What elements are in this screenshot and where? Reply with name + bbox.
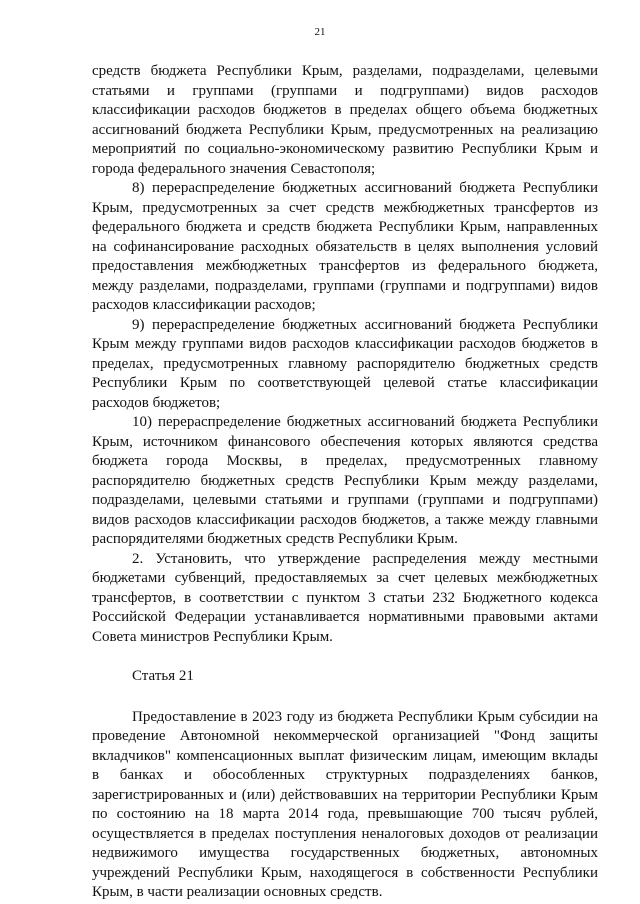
- paragraph-item-8: 8) перераспределение бюджетных ассигнований бюджета Республики Крым, предусмотренных за счет средств межбюджетных трансфертов из федерального бюджета и средств бюджета Республики Крым, направленных на софинансирование расходных обязательств в целях выполнения условий предоставления межбюджетных трансфертов из федерального бюджета, между разделами, подразделами, группами (группами и подгруппами) видов расходов классификации расходов;: [92, 180, 598, 313]
- document-body: [92, 62, 598, 903]
- article-heading: Статья 21: [132, 668, 194, 684]
- paragraph-point-2: 2. Установить, что утверждение распределения между местными бюджетами субвенций, предоставляемых за счет целевых межбюджетных трансфертов, в соответствии с пунктом 3 статьи 232 Бюджетного кодекса Российской Федерации устанавливается нормативными правовыми актами Совета министров Республики Крым.: [92, 550, 598, 645]
- article-text: Предоставление в 2023 году из бюджета Республики Крым субсидии на проведение Автономной некоммерческой организацией "Фонд защиты вкладчиков" компенсационных выплат физическим лицам, имеющим вклады в банках и обособленных структурных подразделениях банков, зарегистрированных и (или) действовавших на территории Республики Крым по состоянию на 18 марта 2014 года, превышающие 700 тысяч рублей, осуществляется в пределах поступления неналоговых доходов от реализации недвижимого имущества государственных бюджетных, автономных учреждений Республики Крым, находящегося в собственности Республики Крым, в части реализации основных средств.: [92, 708, 598, 900]
- paragraph-continuation: средств бюджета Республики Крым, разделами, подразделами, целевыми статьями и группами (группами и подгруппами) видов расходов классификации расходов бюджетов в пределах общего объема бюджетных ассигнований бюджета Республики Крым, предусмотренных на реализацию мероприятий по социально-экономическому развитию Республики Крым и города федерального значения Севастополя;: [92, 63, 598, 177]
- paragraph-item-10: 10) перераспределение бюджетных ассигнований бюджета Республики Крым, источником финансового обеспечения которых являются средства бюджета города Москвы, в пределах, предусмотренных главному распорядителю бюджетных средств Республики Крым между разделами, подразделами, целевыми статьями и группами (группами и подгруппами) видов расходов классификации расходов бюджетов, а также между главными распорядителями бюджетных средств Республики Крым.: [92, 414, 598, 547]
- page-number: 21: [314, 26, 326, 38]
- paragraph-item-9: 9) перераспределение бюджетных ассигнований бюджета Республики Крым между группами видов расходов классификации расходов бюджетов в пределах, предусмотренных главному распорядителю бюджетных средств Республики Крым по соответствующей целевой статье классификации расходов бюджетов;: [92, 316, 598, 411]
